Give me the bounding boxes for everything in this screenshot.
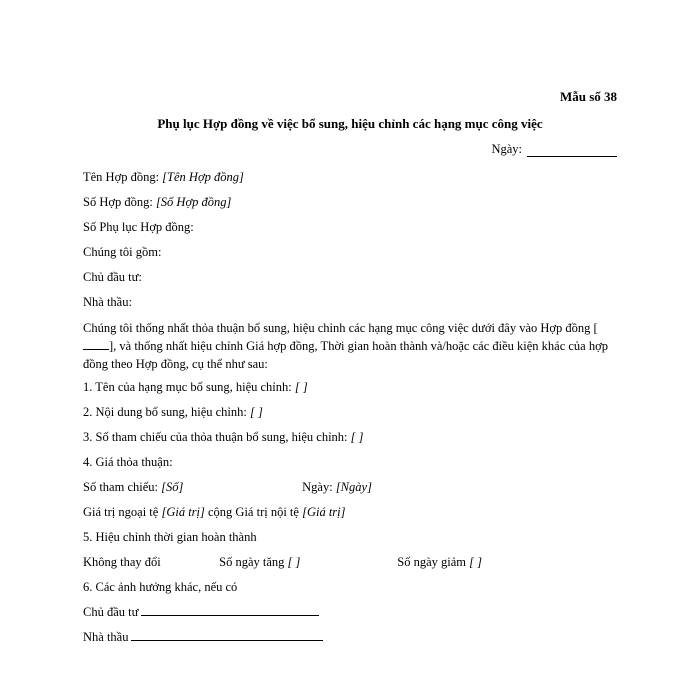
contractor-signature-line [131,628,323,641]
item-6-row [83,575,617,600]
form-body [83,165,617,650]
no-change-option [83,550,216,575]
item-6-label: 6. Các ảnh hưởng khác, nếu có [83,580,238,594]
item-4-row [83,450,617,475]
contractor-signature-label: Nhà thầu [83,630,129,644]
price-value-row [83,500,617,525]
foreign-currency-placeholder: [Giá trị] [161,505,205,519]
document-title: Phụ lục Hợp đồng về việc bổ sung, hiệu chỉnh các hạng mục công việc [157,116,543,131]
reference-placeholder: [Số] [161,480,184,494]
reference-date-placeholder: [Ngày] [335,480,372,494]
days-increase-placeholder: [ ] [287,555,301,569]
days-decrease-placeholder: [ ] [469,555,482,569]
days-decrease-label: Số ngày giảm [397,555,466,569]
domestic-currency-label: cộng Giá trị nội tệ [208,505,299,519]
we-include-row [83,240,617,265]
item-4-label: 4. Giá thỏa thuận: [83,455,173,469]
item-1-label: 1. Tên của hạng mục bổ sung, hiệu chỉnh: [83,380,292,394]
agreement-paragraph [83,319,617,373]
item-1-row [83,375,617,400]
item-2-row [83,400,617,425]
item-1-placeholder: [ ] [294,380,308,394]
reference-label: Số tham chiếu: [83,480,158,494]
item-3-placeholder: [ ] [350,430,364,444]
form-number: Mẫu số 38 [559,89,617,104]
foreign-currency-label: Giá trị ngoại tệ [83,505,159,519]
agreement-text-part2: ], và thống nhất hiệu chỉnh Giá hợp đồng, Thời gian hoàn thành và/hoặc các điều kiện khác của hợp đồng theo Hợp đồng, cụ thể như sau: [83,339,608,371]
days-increase-label: Số ngày tăng [219,555,285,569]
contract-name-row [83,165,617,190]
no-change-label: Không thay đổi [83,555,161,569]
item-2-placeholder: [ ] [250,405,263,419]
item-3-label: 3. Số tham chiếu của thỏa thuận bổ sung, hiệu chỉnh: [83,430,348,444]
appendix-number-label: Số Phụ lục Hợp đồng: [83,220,194,234]
agreement-text-part1: Chúng tôi thống nhất thỏa thuận bổ sung, hiệu chỉnh các hạng mục công việc dưới đây vào Hợp đồng [ [83,321,598,335]
date-label: Ngày: [491,142,522,156]
date-blank-line [527,144,617,157]
item-5-row [83,525,617,550]
item-5-label: 5. Hiệu chỉnh thời gian hoàn thành [83,530,257,544]
domestic-currency-placeholder: [Giá trị] [302,505,346,519]
we-include-label: Chúng tôi gồm: [83,245,162,259]
date-row [491,142,617,157]
days-increase-group [219,550,394,575]
owner-label: Chủ đầu tư: [83,270,142,284]
contractor-signature-row [83,625,617,650]
contract-blank-line [83,339,109,350]
contractor-row [83,290,617,315]
item-2-label: 2. Nội dung bổ sung, hiệu chỉnh: [83,405,247,419]
contract-number-placeholder: [Số Hợp đồng] [155,195,232,209]
owner-signature-row [83,600,617,625]
completion-time-row [83,550,617,575]
days-decrease-group [397,550,482,575]
owner-signature-label: Chủ đầu tư [83,605,139,619]
reference-row [83,475,617,500]
reference-group [83,475,299,500]
contract-number-row [83,190,617,215]
owner-row [83,265,617,290]
contract-name-label: Tên Hợp đồng: [83,170,160,184]
contract-name-placeholder: [Tên Hợp đồng] [162,170,244,184]
item-3-row [83,425,617,450]
contractor-label: Nhà thầu: [83,295,132,309]
appendix-number-row [83,215,617,240]
contract-number-label: Số Hợp đồng: [83,195,153,209]
reference-date-label: Ngày: [302,480,333,494]
owner-signature-line [141,603,319,616]
